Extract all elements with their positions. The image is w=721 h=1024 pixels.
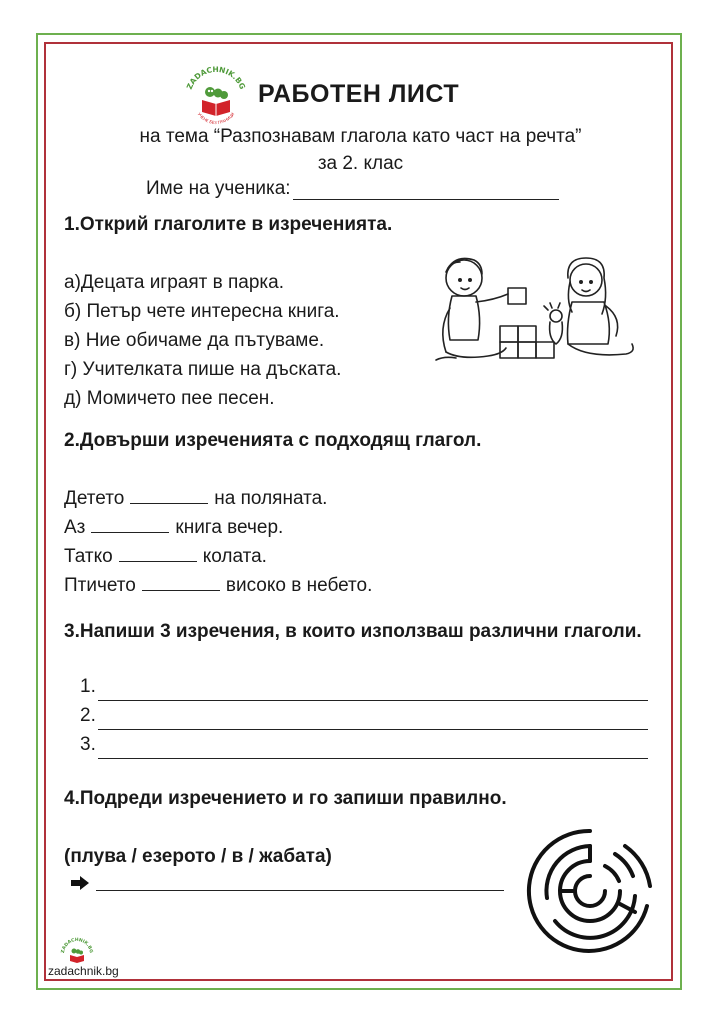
svg-text:ZADACHNIK.BG: ZADACHNIK.BG bbox=[184, 64, 248, 91]
svg-text:УЧЕНЕ БЕЗ ГРАНИЦИ: УЧЕНЕ БЕЗ ГРАНИЦИ bbox=[196, 111, 236, 126]
task3-lines bbox=[80, 672, 648, 759]
blank-field[interactable] bbox=[119, 544, 197, 562]
footer-site-link[interactable]: zadachnik.bg bbox=[48, 964, 119, 978]
blank-field[interactable] bbox=[142, 573, 220, 591]
maze-icon bbox=[525, 826, 655, 956]
answer-row bbox=[70, 870, 504, 891]
task1-heading: 1.Открий глаголите в изреченията. bbox=[64, 214, 393, 235]
list-item: г) Учителката пише на дъската. bbox=[64, 359, 342, 380]
scrambled-words: (плува / езерото / в / жабата) bbox=[64, 846, 332, 867]
list-item: б) Петър чете интересна книга. bbox=[64, 301, 340, 322]
list-item: Аз книга вечер. bbox=[64, 517, 284, 538]
list-item: Татко колата. bbox=[64, 546, 267, 567]
list-item: Детето на поляната. bbox=[64, 488, 328, 509]
grade-label: за 2. клас bbox=[317, 153, 404, 174]
answer-line[interactable] bbox=[98, 680, 648, 701]
children-playing-icon bbox=[416, 248, 648, 378]
page-subtitle: на тема “Разпознавам глагола като част на речта” bbox=[139, 126, 582, 147]
list-item: 2. bbox=[80, 701, 648, 730]
page-title: РАБОТЕН ЛИСТ bbox=[258, 80, 460, 108]
blank-field[interactable] bbox=[91, 515, 169, 533]
task4-heading: 4.Подреди изречението и го запиши правилно. bbox=[64, 788, 507, 809]
arrow-right-icon bbox=[70, 875, 90, 891]
blank-field[interactable] bbox=[130, 486, 208, 504]
task3-heading: 3.Напиши 3 изречения, в които използваш различни глаголи. bbox=[64, 621, 642, 642]
list-item: д) Момичето пее песен. bbox=[64, 388, 275, 409]
answer-line[interactable] bbox=[98, 709, 648, 730]
zadachnik-logo bbox=[182, 62, 250, 130]
task2-items bbox=[64, 484, 372, 600]
answer-line[interactable] bbox=[98, 738, 648, 759]
task1-sentences bbox=[64, 268, 341, 413]
svg-text:ZADACHNIK.BG: ZADACHNIK.BG bbox=[60, 937, 94, 954]
list-item: 1. bbox=[80, 672, 648, 701]
student-name-field[interactable] bbox=[293, 181, 559, 200]
answer-line[interactable] bbox=[96, 870, 504, 891]
student-name-row bbox=[146, 178, 559, 200]
list-item: Птичето високо в небето. bbox=[64, 575, 373, 596]
list-item: а)Децата играят в парка. bbox=[64, 272, 285, 293]
task2-heading: 2.Довърши изреченията с подходящ глагол. bbox=[64, 430, 482, 451]
student-name-label: Име на ученика: bbox=[146, 178, 291, 199]
list-item: 3. bbox=[80, 730, 648, 759]
list-item: в) Ние обичаме да пътуваме. bbox=[64, 330, 325, 351]
